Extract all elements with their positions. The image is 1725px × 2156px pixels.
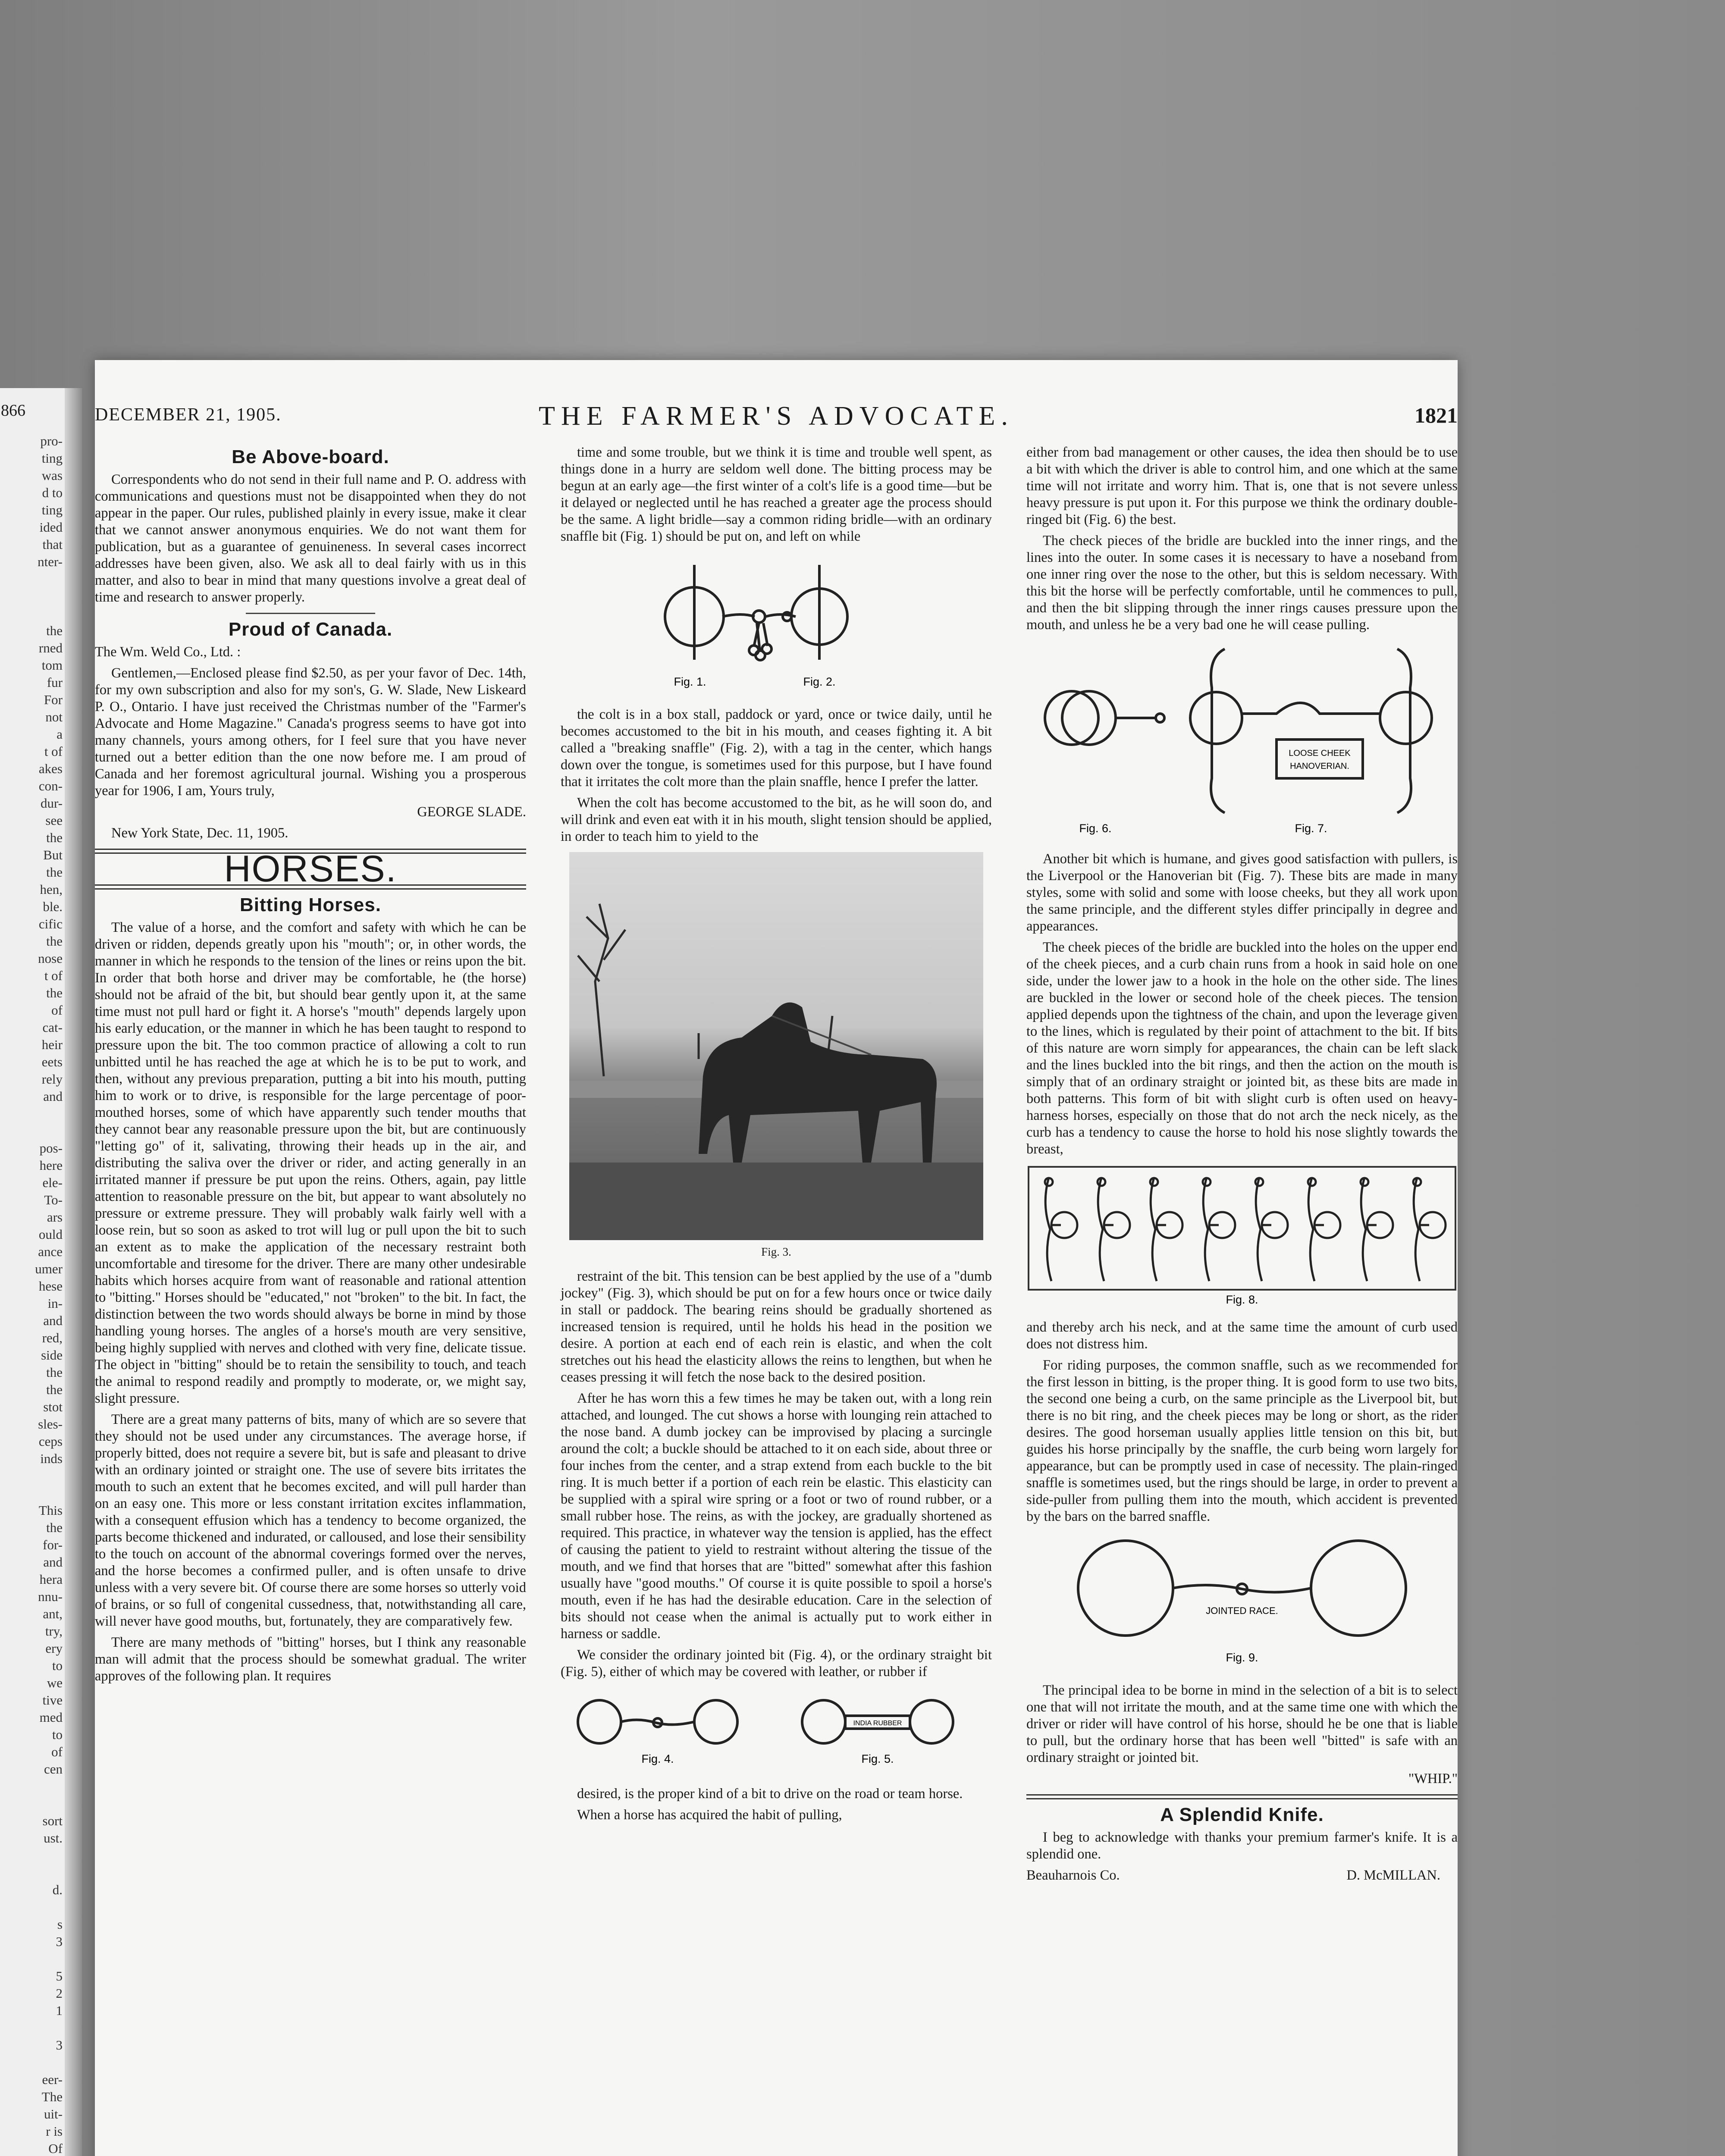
previous-page-fragment: sles-: [38, 1416, 63, 1432]
previous-page-fragment: ery: [45, 1641, 63, 1656]
previous-page-fragment: akes: [38, 761, 63, 776]
bitting-paragraph: There are a great many patterns of bits, many of which are so severe that they should not be used under any circumstances. The average horse, if properly bitted, does not require a severe bit, but is safe and pleasant to drive with an ordinary jointed or straight one. The use of severe bits irritates the mouth to such an extent that he becomes excited, and will pull harder than on an easy one. This more or less constant irritation excites inflammation, with a consequent effusion which has a tendency to become organized, the parts become thickened and indurated, or calloused, and lose their sensibility to the touch on account of the abnormal coverings formed over the nerves, and the horse becomes a confirmed puller, and is often unsafe to drive unless with a very severe bit. Of course there are some horses so utterly void of brains, or so full of congenital cussedness, that, notwithstanding all care, will never have good mouths, but, fortunately, they are comparatively few.: [95, 1412, 526, 1629]
previous-page-fragment: hese: [38, 1279, 63, 1294]
previous-page-fragment: a: [56, 727, 63, 742]
india-rubber-label: INDIA RUBBER: [853, 1720, 902, 1727]
figure-3: [561, 852, 992, 1260]
previous-page-fragment: we: [47, 1675, 63, 1690]
bitting-paragraph: We consider the ordinary jointed bit (Fig. 4), or the ordinary straight bit (Fig. 5), either of which may be covered with leather, or rubber if: [561, 1647, 992, 1680]
knife-place: Beauharnois Co.: [1026, 1868, 1120, 1883]
previous-page-fragment: 2: [56, 1986, 63, 2001]
previous-page-fragment: con-: [38, 778, 63, 793]
previous-page-fragment: to: [52, 1658, 63, 1673]
masthead-title: THE FARMER'S ADVOCATE.: [539, 401, 1014, 431]
previous-page-fragment: uit-: [44, 2106, 63, 2122]
bitting-paragraph: When the colt has become accustomed to the bit, as he will soon do, and will drink and even eat with it in his mouth, slight tension should be applied, in order to teach him to yield to the: [561, 795, 992, 844]
figure-8: [1026, 1165, 1458, 1311]
previous-page-fragment: ust.: [44, 1830, 63, 1846]
previous-page-fragment: and: [43, 1089, 63, 1104]
letter-place: New York State, Dec. 11, 1905.: [111, 825, 289, 841]
previous-page-fragment: here: [39, 1158, 63, 1173]
previous-page-fragment: 3: [56, 2037, 63, 2053]
bitting-paragraph: time and some trouble, but we think it is time and trouble well spent, as things done in a hurry are seldom well done. The bitting process may be begun at an early age—the first winter of a colt's life is a good time—but be it delayed or neglected until he has reached a greater age the process should be the same. A light bridle—say a common riding bridle—with an ordinary snaffle bit (Fig. 1) should be put on, and left on while: [561, 445, 992, 544]
previous-page-strip: [0, 388, 82, 2156]
fig6-caption: Fig. 6.: [1079, 822, 1112, 835]
previous-page-fragment: hera: [39, 1572, 63, 1587]
letter-body: Gentlemen,—Enclosed please find $2.50, as per your favor of Dec. 14th, for my own subscription and also for my son's, G. W. Slade, New Liskeard P. O., Ontario. I have just received the Christmas number of the "Farmer's Advocate and Home Magazine." Canada's progress seems to have got into many channels, yours among others, for I feel sure that you have never turned out a better edition than the one now before me. I am proud of Canada and her foremost agricultural journal. Wishing you a prosperous year for 1906, I am, Yours truly,: [95, 665, 526, 799]
previous-page-fragment: 5: [56, 1968, 63, 1984]
curb-cheek: [1203, 1178, 1209, 1281]
previous-page-fragment: ting: [41, 451, 63, 466]
previous-page-fragment: nter-: [38, 554, 63, 569]
knife-signature: D. McMILLAN.: [1346, 1868, 1440, 1883]
previous-page-fragment: ance: [38, 1244, 63, 1259]
curb-bit-patterns: [1026, 1165, 1458, 1307]
column-3: [1026, 444, 1458, 1884]
fig3-caption: Fig. 3.: [761, 1245, 791, 1258]
previous-page-fragment: nose: [38, 951, 63, 966]
previous-page-fragment: ould: [38, 1227, 63, 1242]
fig1-caption: Fig. 1.: [674, 675, 706, 688]
page-number: 1821: [1414, 403, 1458, 427]
previous-page-fragment: Of: [48, 2141, 63, 2156]
bitting-paragraph: The cheek pieces of the bridle are buckled into the holes on the upper end of the cheek pieces, and a curb chain runs from a hook in said hole on one side, under the lower jaw to a hook in the hole on the other side. The lines are buckled in the lower or second hole of the cheek pieces. The tension applied depends upon the tightness of the chain, and upon the leverage given to the lines, which is regulated by their point of attachment to the bit. If bits of this nature are worn simply for appearances, the chain can be left slack and the lines buckled into the bit rings, and then the action on the mouth is simply that of an ordinary straight or jointed bit, as these bits are made in both patterns. This form of bit with slight curb is often used on heavy-harness horses, especially on those that do not arch the neck nicely, as the curb has a tendency to cause the horse to hold his nose slightly towards the breast,: [1026, 940, 1458, 1157]
previous-page-fragment: t of: [44, 968, 63, 983]
letter-addressee: The Wm. Weld Co., Ltd. :: [95, 644, 241, 660]
column-1: [95, 444, 526, 1689]
previous-page-fragment: pro-: [40, 433, 63, 448]
knife-signoff: [1026, 1867, 1458, 1884]
page-fold-shadow: [65, 388, 82, 2156]
figure-9: [1026, 1532, 1458, 1674]
above-board-text: Correspondents who do not send in their full name and P. O. address with communications and questions must not be disappointed when they do not appear in the paper. Our rules, published plainly in every issue, make it clear that we cannot answer anonymous enquiries. We do not want them for publication, but as a guarantee of genuineness. In several cases incorrect addresses have been given, also. We ask all to deal fairly with us in this matter, and also to bear in mind that many questions involve a great deal of time and research to answer properly.: [95, 472, 526, 605]
previous-page-fragment: dur-: [40, 796, 63, 811]
previous-page-fragment: the: [46, 1382, 63, 1397]
previous-page-fragment: ant,: [43, 1606, 63, 1621]
previous-page-fragment: inds: [40, 1451, 63, 1466]
bitting-paragraph: the colt is in a box stall, paddock or yard, once or twice daily, until he becomes accustomed to the bit in his mouth, and ceases fighting it. A bit called a "breaking snaffle" (Fig. 2), with a tag in the center, which hangs down over the tongue, is sometimes used for this purpose, but I have found that it irritates the colt more than the plain snaffle, hence I prefer the latter.: [561, 707, 992, 790]
previous-page-fragment: cen: [44, 1761, 63, 1777]
bitting-paragraph: either from bad management or other causes, the idea then should be to use a bit with which the driver is able to control him, and one which at the same time will not irritate and worry him. That is, one that is not severe unless heavy pressure is put upon it. For this purpose we think the ordinary double-ringed bit (Fig. 6) the best.: [1026, 445, 1458, 527]
double-ring-and-hanoverian-bits: [1026, 640, 1458, 839]
previous-page-fragment: ele-: [42, 1175, 63, 1190]
previous-page-fragment: not: [45, 709, 63, 724]
previous-page-fragment: tive: [42, 1692, 63, 1708]
previous-page-fragment: d.: [52, 1882, 63, 1897]
previous-page-fragment: ars: [47, 1210, 63, 1225]
previous-page-fragment: eer-: [42, 2072, 63, 2087]
previous-page-fragment: ceps: [38, 1434, 63, 1449]
curb-cheek: [1256, 1178, 1262, 1281]
bitting-paragraph: restraint of the bit. This tension can be best applied by the use of a "dumb jockey" (Fig. 3), which should be put on for a few hours once or twice daily in stall or paddock. The bearing reins should be gradually shortened as increased tension is required, until he holds his head in the position we desire. A portion at each end of each rein is elastic, and when the colt stretches out his head the elasticity allows the reins to lengthen, but when he ceases pressing it will fetch the nose back to the desired position.: [561, 1269, 992, 1385]
fig9-caption: Fig. 9.: [1226, 1651, 1258, 1664]
above-board-heading: Be Above-board.: [232, 446, 389, 467]
previous-page-fragment: pos-: [39, 1141, 63, 1156]
previous-page-fragment: r is: [46, 2124, 63, 2139]
fig7-caption: Fig. 7.: [1295, 822, 1327, 835]
bitting-paragraph: The check pieces of the bridle are buckled into the inner rings, and the lines into the outer. In some cases it is necessary to have a noseband from one inner ring over the nose to the other, but this is seldom necessary. With this bit the horse will be perfectly comfortable, until he commences to pull, and then the bit slipping through the inner rings causes pressure upon the mouth, and unless he be a very bad one he will cease pulling.: [1026, 533, 1458, 633]
column-2: [561, 444, 992, 1828]
bitting-paragraph: The principal idea to be borne in mind in the selection of a bit is to select one that will not irritate the mouth, and at the same time one with which the driver or rider will have control of his horse, should he be one that is liable to pull, but the ordinary horse that has been well "bitted" is safe with an ordinary straight or jointed bit.: [1026, 1683, 1458, 1765]
fig9-label: JOINTED RACE.: [1206, 1605, 1278, 1616]
previous-page-fragment: ting: [41, 502, 63, 517]
previous-page-fragment: For: [44, 692, 63, 707]
splendid-knife-heading: A Splendid Knife.: [1160, 1804, 1324, 1825]
whip-signature: "WHIP.": [1408, 1771, 1458, 1786]
previous-page-fragment: in-: [47, 1296, 63, 1311]
previous-page-fragment: umer: [35, 1261, 63, 1276]
previous-page-fragment: the: [46, 1365, 63, 1380]
previous-page-fragment: t of: [44, 744, 63, 759]
previous-page-fragment: red,: [42, 1330, 63, 1345]
previous-page-fragment: ble.: [43, 899, 63, 914]
bitting-paragraph: There are many methods of "bitting" horses, but I think any reasonable man will admit that the process should be somewhat gradual. The writer approves of the following plan. It requires: [95, 1635, 526, 1684]
previous-page-fragment: This: [38, 1503, 63, 1518]
bitting-paragraph: Another bit which is humane, and gives good satisfaction with pullers, is the Liverpool or the Hanoverian bit (Fig. 7). These bits are made in many styles, some with solid and some with loose cheeks, but they all work upon the same principle, and the different styles differ principally in degree and appearances.: [1026, 851, 1458, 934]
previous-page-fragment: hen,: [40, 882, 63, 897]
jointed-race-bit: [1026, 1532, 1458, 1670]
previous-page-fragment: the: [46, 830, 63, 845]
page-header: [95, 401, 1458, 436]
previous-page-fragment: the: [46, 865, 63, 880]
previous-page-fragment: of: [51, 1744, 63, 1759]
previous-page-fragment: rely: [41, 1072, 63, 1087]
previous-page-fragment: eets: [41, 1054, 63, 1069]
knife-letter: I beg to acknowledge with thanks your premium farmer's knife. It is a splendid one.: [1026, 1830, 1458, 1862]
bitting-paragraph: For riding purposes, the common snaffle, such as we recommended for the first lesson in bitting, is the proper thing. It is good form to use two bits, the second one being a curb, on the same principle as the Liverpool bit, but there is no bit ring, and the cheek pieces may be long or short, as the rider desires. The good horseman usually applies little tension on this bit, but guides his horse principally by the snaffle, the curb being worn largely for appearance, but can be promptly used in case of necessity. The plain-ringed snaffle is sometimes used, but the rings should be large, in order to prevent a side-puller from pulling them into the mouth, which accident is prevented by the bars on the barred snaffle.: [1026, 1357, 1458, 1524]
previous-page-fragment: try,: [45, 1623, 63, 1639]
previous-page-fragment: d to: [42, 485, 63, 500]
fig7-label-loose-cheek: LOOSE CHEEK: [1289, 749, 1351, 758]
bitting-paragraph: After he has worn this a few times he may be taken out, with a long rein attached, and lounged. The cut shows a horse with lounging rein attached to the nose band. A dumb jockey can be improvised by placing a surcingle around the colt; a buckle should be attached to it on each side, about three or four inches from the center, and a strap extend from each buckle to the bit ring. It is much better if a portion of each rein be elastic. This elasticity can be supplied with a spiral wire spring or a foot or two of round rubber, or a small rubber hose. The reins, as with the jockey, are gradually shortened as required. This practice, in whatever way the tension is applied, has the effect of causing the patient to yield to restraint without altering the tissue of the mouth, and we find that horses that are "bitted" somewhat after this fashion usually have "good mouths." Of course it is quite possible to spoil a horse's mouth, even if he has had the desirable education. Care in the selection of bits should not cease when the animal is actually put to work either in harness or saddle.: [561, 1391, 992, 1642]
fig7-label-hanoverian: HANOVERIAN.: [1290, 761, 1349, 771]
previous-page-fragment: to: [52, 1727, 63, 1742]
bitting-paragraph: When a horse has acquired the habit of pulling,: [577, 1807, 842, 1823]
previous-page-fragment: of: [51, 1003, 63, 1018]
fig2-caption: Fig. 2.: [803, 675, 836, 688]
bitting-paragraph: desired, is the proper kind of a bit to drive on the road or team horse.: [577, 1786, 963, 1802]
curb-cheek: [1098, 1178, 1104, 1281]
previous-page-fragment: that: [42, 537, 63, 552]
curb-bit-row: [1045, 1178, 1446, 1281]
figure-4-5: [561, 1687, 992, 1778]
figure-1-2: [561, 552, 992, 699]
proud-of-canada-heading: Proud of Canada.: [228, 619, 393, 640]
fig4-caption: Fig. 4.: [641, 1752, 674, 1765]
bitting-paragraph: The value of a horse, and the comfort and safety with which he can be driven or ridden, depends greatly upon his "mouth"; or, in other words, the manner in which he responds to the tension of the lines or reins upon the bit. In order that both horse and driver may be comfortable, he (the horse) should not be afraid of the bit, but should bear gently upon it, at the same time must not pull hard or fight it. A horse's "mouth" depends largely upon his early education, or the manner in which he has been taught to respond to pressure upon the bit. The too common practice of allowing a colt to run unbitted until he has reached the age at which he is to be put to work, and then, without any previous preparation, putting a bit into his mouth, putting him to work or to drive, is responsible for the large percentage of poor-mouthed horses, some of which have apparently such tender mouths that they cannot bear any reasonable pressure upon the bit, but are continuously "letting go" of it, salivating, throwing their heads up in the air, and distributing the saliva over the driver or rider, and acting generally in an irritated manner if pressure be put upon the reins. Others, again, pay little attention to reasonable pressure on the bit, but appear to want absolutely no pressure or extreme pressure. They will probably walk fairly well with a loose rein, but so soon as asked to trot will lug or pull upon the bit to such an extent as to make the application of the necessary restraint both uncomfortable and tiresome for the driver. There are many other undesirable habits which horses acquire from want of reasonable and rational attention to "bitting." Horses should be "educated," not "broken" to the bit. In fact, the distinction between the two words should always be borne in mind by those handling young horses. The angles of a horse's mouth are very sensitive, being highly supplied with nerves and clothed with very fine, delicate tissue. The object in "bitting" should be to retain the sensibility to touch, and teach the animal to respond readily and promptly to moderate, or, we might say, slight pressure.: [95, 920, 526, 1406]
figure-6-7: [1026, 640, 1458, 843]
previous-page-fragment: nnu-: [38, 1589, 63, 1604]
previous-page-fragment: the: [46, 1520, 63, 1535]
previous-page-fragment: rned: [38, 640, 63, 655]
previous-page-fragment: med: [39, 1710, 63, 1725]
previous-page-fragment: ided: [39, 520, 63, 535]
previous-page-fragment: To-: [44, 1192, 63, 1207]
previous-page-number: 866: [1, 401, 25, 420]
curb-cheek: [1308, 1178, 1314, 1281]
divider: [246, 613, 375, 614]
bitting-paragraph: and thereby arch his neck, and at the same time the amount of curb used does not distress him.: [1026, 1319, 1458, 1352]
previous-page-fragment: was: [41, 468, 63, 483]
issue-date: DECEMBER 21, 1905.: [95, 405, 282, 425]
fig8-caption: Fig. 8.: [1226, 1293, 1258, 1306]
curb-cheek: [1361, 1178, 1367, 1281]
previous-page-fragment: the: [46, 985, 63, 1000]
previous-page-fragment: the: [46, 623, 63, 638]
previous-page-fragment: see: [45, 813, 63, 828]
previous-page-fragment: the: [46, 934, 63, 949]
fig5-caption: Fig. 5.: [861, 1752, 894, 1765]
section-title-horses: HORSES.: [224, 848, 397, 890]
previous-page-fragment: cat-: [42, 1020, 63, 1035]
curb-cheek: [1151, 1178, 1157, 1281]
previous-page-fragment: tom: [41, 658, 63, 673]
curb-cheek: [1045, 1178, 1051, 1281]
bitting-horses-heading: Bitting Horses.: [240, 894, 381, 915]
previous-page-fragment: 3: [56, 1934, 63, 1949]
previous-page-fragment: for-: [43, 1537, 63, 1552]
previous-page-fragment: 1: [56, 2003, 63, 2018]
previous-page-fragment: and: [43, 1554, 63, 1570]
snaffle-bits-illustration: [561, 552, 992, 694]
previous-page-fragment: stot: [43, 1399, 63, 1414]
jointed-and-straight-bits: [561, 1687, 992, 1774]
previous-page-fragment: sort: [42, 1813, 63, 1828]
previous-page-fragment: heir: [41, 1037, 63, 1052]
previous-page-fragment: But: [43, 847, 63, 862]
section-rule: [1026, 1794, 1458, 1799]
previous-page-fragment: cific: [38, 916, 63, 931]
previous-page-fragment: side: [41, 1348, 63, 1363]
previous-page-fragment: s: [57, 1917, 63, 1932]
letter-signature: GEORGE SLADE.: [417, 804, 526, 820]
previous-page-fragment: and: [43, 1313, 63, 1328]
curb-cheek: [1414, 1178, 1420, 1281]
previous-page-fragment: fur: [47, 675, 63, 690]
horse-dumb-jockey-photo: [569, 852, 983, 1240]
newspaper-page: [95, 360, 1458, 2156]
horse-silhouette: [569, 852, 983, 1240]
previous-page-fragment: The: [41, 2089, 63, 2104]
